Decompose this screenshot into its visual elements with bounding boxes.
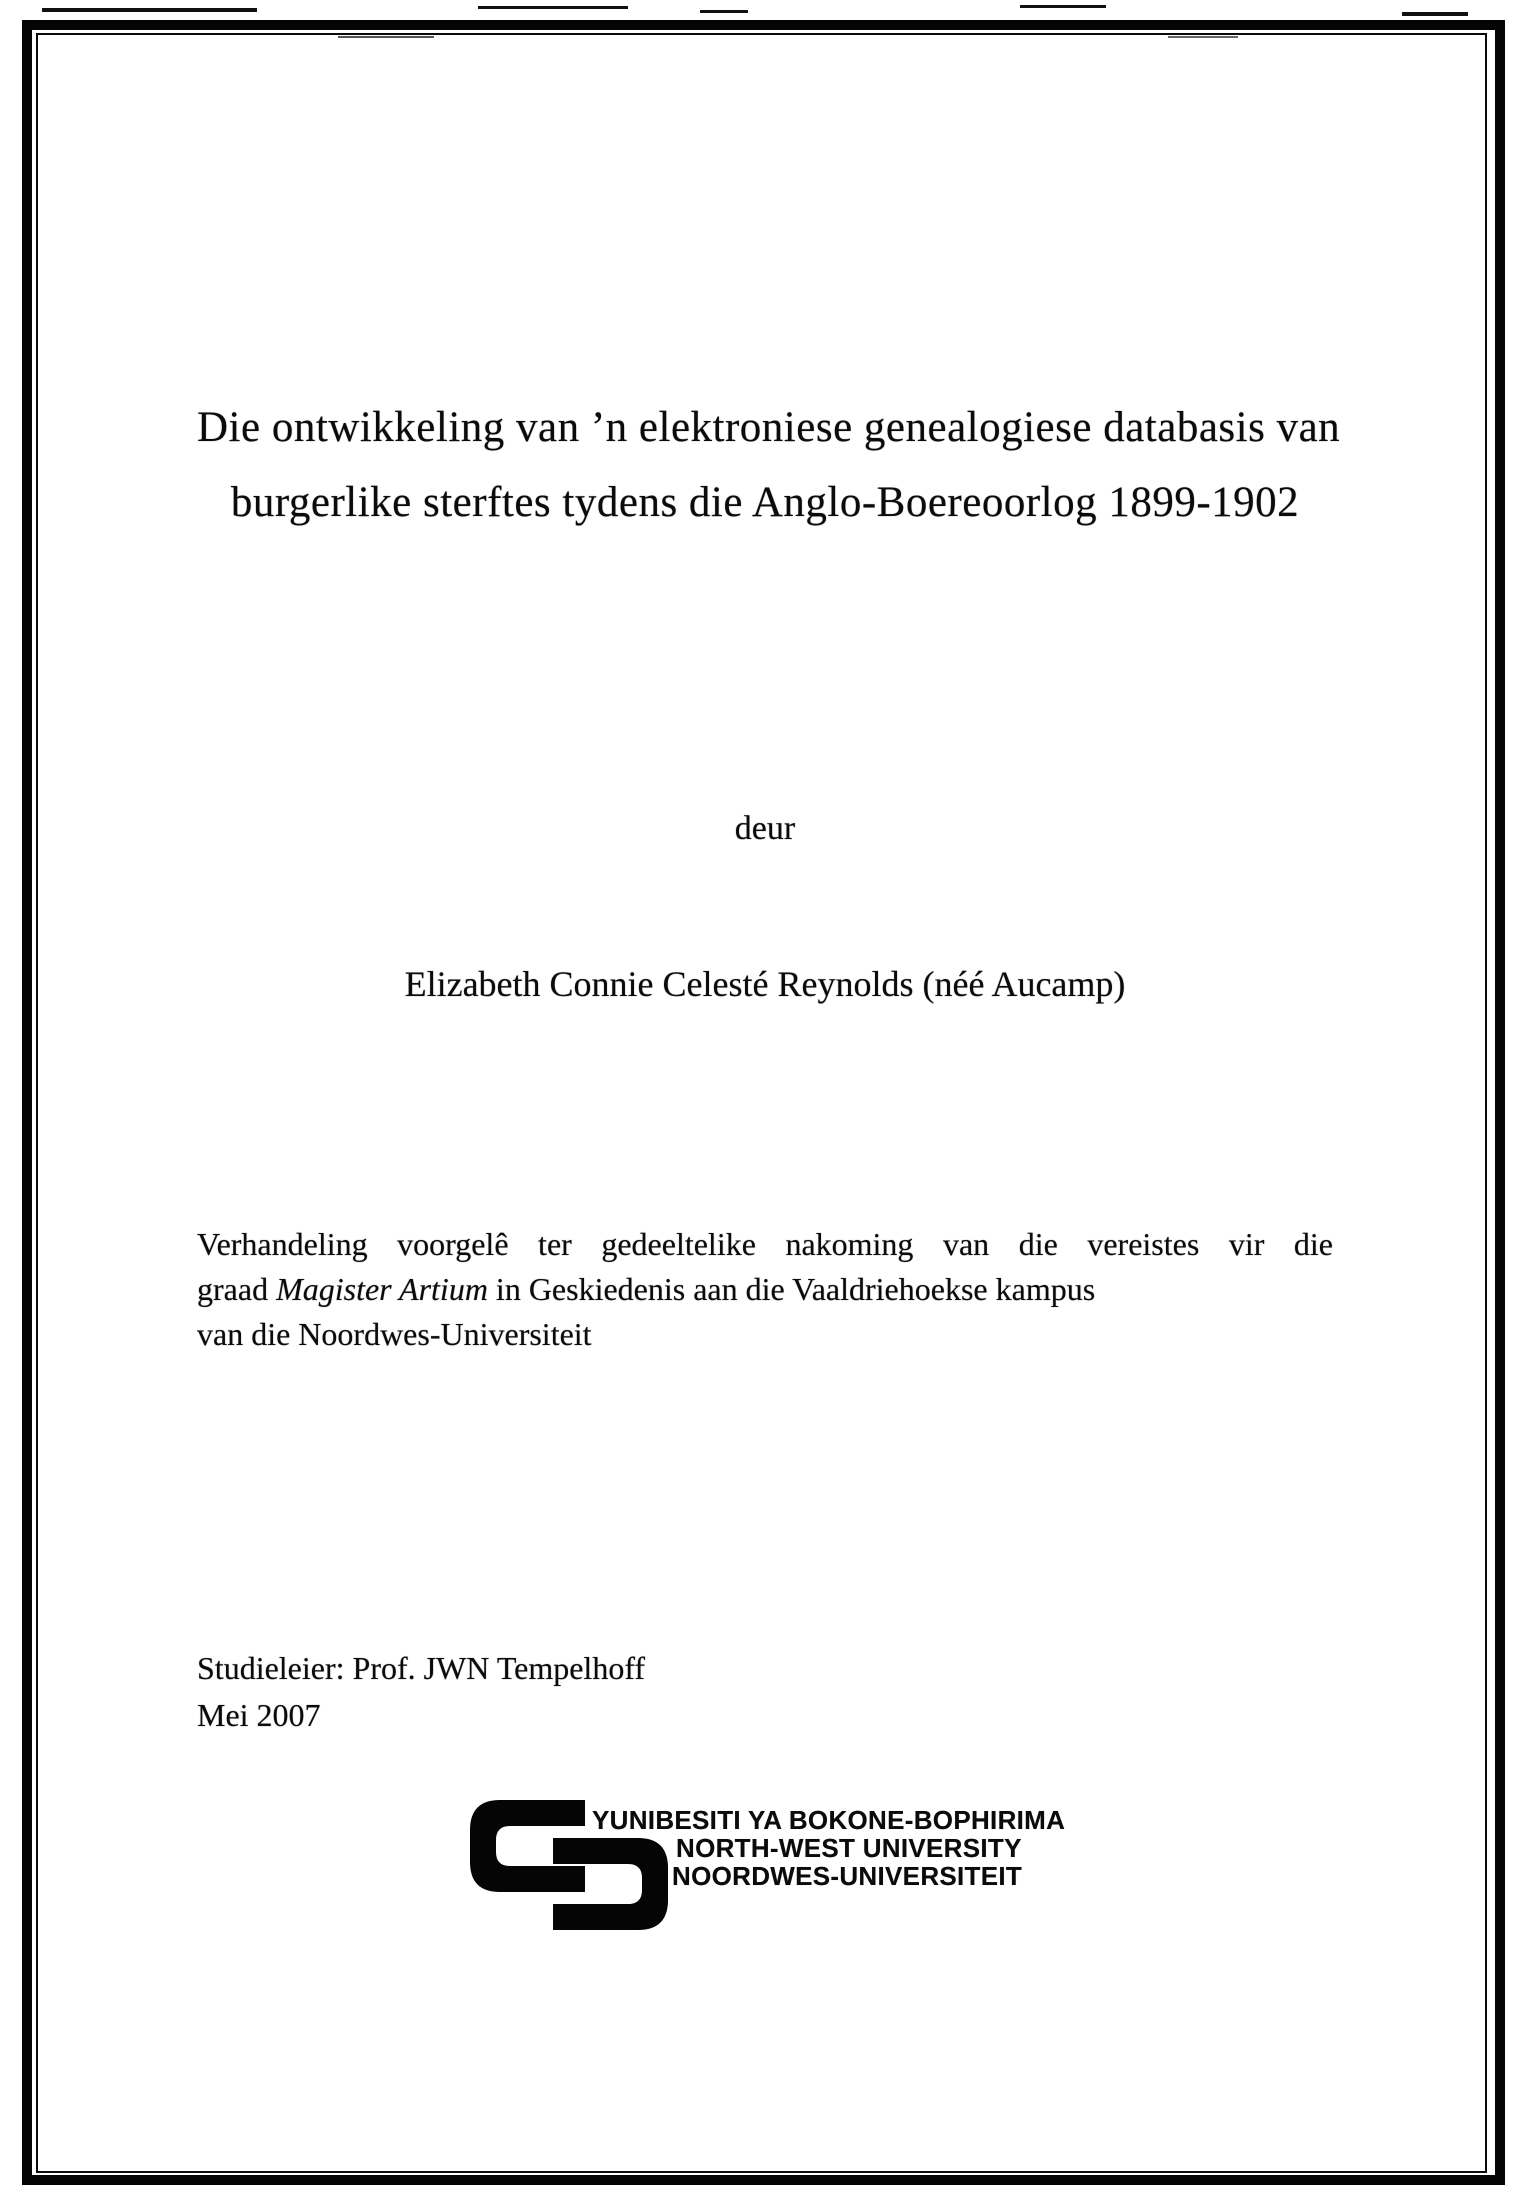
declaration-line3: van die Noordwes-Universiteit bbox=[197, 1316, 592, 1352]
declaration-degree-italic: Magister Artium bbox=[276, 1271, 488, 1307]
scan-artifact bbox=[42, 8, 257, 12]
logo-name-english: NORTH-WEST UNIVERSITY bbox=[676, 1833, 1022, 1863]
author-name: Elizabeth Connie Celesté Reynolds (néé Aucamp) bbox=[404, 964, 1126, 1004]
declaration-line2-suffix: in Geskiedenis aan die Vaaldriehoekse kampus bbox=[487, 1271, 1096, 1307]
scan-artifact bbox=[1020, 5, 1106, 8]
scan-artifact bbox=[478, 6, 628, 9]
byline-deur: deur bbox=[734, 810, 796, 847]
thesis-title-line2: burgerlike sterftes tydens die Anglo-Boereoorlog 1899-1902 bbox=[230, 479, 1300, 526]
supervisor-line: Studieleier: Prof. JWN Tempelhoff bbox=[197, 1650, 646, 1686]
thesis-title-line1: Die ontwikkeling van ’n elektroniese genealogiese databasis van bbox=[197, 404, 1341, 451]
logo-name-afrikaans: NOORDWES-UNIVERSITEIT bbox=[672, 1861, 1023, 1891]
date-line: Mei 2007 bbox=[197, 1697, 321, 1733]
declaration-line1: Verhandeling voorgelê ter gedeeltelike nakoming van die vereistes vir die bbox=[197, 1226, 1333, 1262]
scan-artifact bbox=[700, 10, 748, 13]
declaration-paragraph bbox=[197, 1222, 1333, 1357]
logo-name-setswana: YUNIBESITI YA BOKONE-BOPHIRIMA bbox=[592, 1805, 1066, 1835]
declaration-line2 bbox=[197, 1267, 1333, 1312]
scan-artifact bbox=[1402, 12, 1468, 16]
declaration-line2-prefix: graad bbox=[197, 1271, 277, 1307]
